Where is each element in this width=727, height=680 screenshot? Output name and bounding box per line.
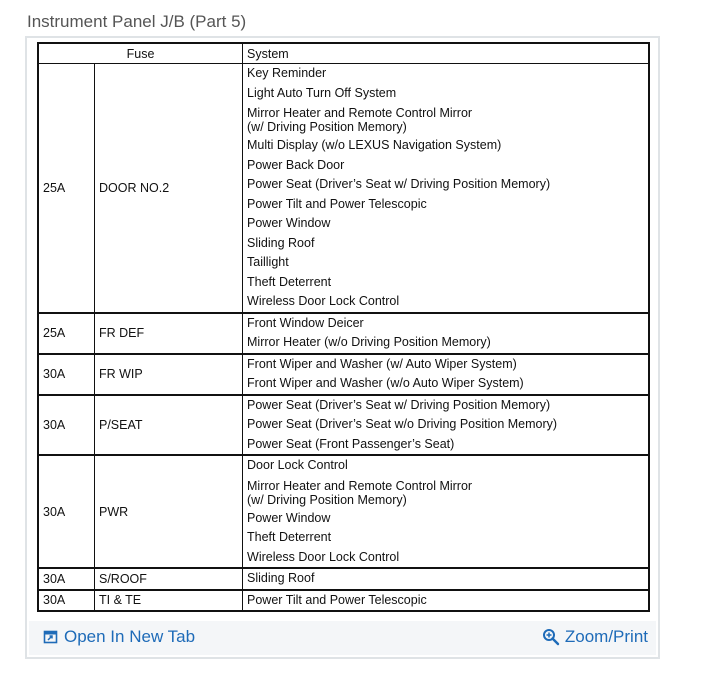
system-item: Multi Display (w/o LEXUS Navigation System) [247, 138, 502, 152]
zoom-print-label: Zoom/Print [564, 627, 648, 646]
page-title: Instrument Panel J/B (Part 5) [27, 12, 247, 31]
zoom-magnifier-icon [542, 628, 560, 646]
image-footer [29, 621, 656, 655]
open-new-tab-icon [43, 629, 59, 645]
fuse-systems [243, 590, 649, 612]
system-item: Taillight [247, 255, 289, 269]
fuse-table [38, 43, 649, 612]
system-item: Mirror Heater and Remote Control Mirror (w/ Driving Position Memory) [247, 106, 473, 134]
fuse-systems [243, 568, 649, 590]
open-in-new-tab-link[interactable] [43, 627, 195, 647]
system-item: Front Wiper and Washer (w/ Auto Wiper System) [247, 356, 517, 371]
system-item: Power Tilt and Power Telescopic [247, 196, 427, 211]
system-item: Power Back Door [247, 157, 345, 172]
system-item: Theft Deterrent [247, 530, 332, 544]
fuse-systems [243, 64, 649, 313]
system-item: Sliding Roof [247, 235, 315, 250]
fuse-systems [243, 354, 649, 395]
table-row [39, 64, 649, 313]
fuse-name: S/ROOF [95, 568, 243, 590]
fuse-amperage: 30A [39, 568, 95, 590]
system-item: Sliding Roof [247, 571, 315, 585]
fuse-amperage: 25A [39, 64, 95, 313]
system-item: Mirror Heater (w/o Driving Position Memory) [247, 335, 491, 349]
table-row [39, 395, 649, 456]
system-item: Power Seat (Driver’s Seat w/ Driving Position Memory) [247, 177, 551, 191]
table-row [39, 313, 649, 354]
system-item: Power Window [247, 216, 331, 230]
fuse-name: TI & TE [95, 590, 243, 612]
zoom-print-link[interactable] [542, 627, 648, 647]
fuse-column-header: Fuse [39, 44, 243, 64]
open-in-new-tab-label: Open In New Tab [64, 627, 196, 646]
system-item: Power Window [247, 510, 331, 525]
fuse-systems [243, 313, 649, 354]
system-item: Front Window Deicer [247, 315, 364, 330]
system-item: Theft Deterrent [247, 274, 332, 289]
table-row [39, 568, 649, 590]
fuse-name: DOOR NO.2 [95, 64, 243, 313]
fuse-amperage: 30A [39, 455, 95, 568]
system-item: Light Auto Turn Off System [247, 85, 397, 100]
system-item: Wireless Door Lock Control [247, 549, 400, 564]
table-header-row [39, 44, 649, 64]
table-row [39, 455, 649, 568]
fuse-name: FR DEF [95, 313, 243, 354]
system-item: Key Reminder [247, 66, 327, 80]
system-item: Power Seat (Driver’s Seat w/o Driving Position Memory) [247, 417, 558, 431]
system-item: Mirror Heater and Remote Control Mirror (w/ Driving Position Memory) [247, 478, 473, 507]
table-row [39, 590, 649, 612]
fuse-amperage: 30A [39, 395, 95, 456]
fuse-amperage: 30A [39, 590, 95, 612]
system-item: Door Lock Control [247, 458, 348, 472]
fuse-amperage: 25A [39, 313, 95, 354]
system-column-header: System [243, 44, 649, 64]
fuse-amperage: 30A [39, 354, 95, 395]
system-item: Power Seat (Front Passenger’s Seat) [247, 436, 455, 451]
system-item: Wireless Door Lock Control [247, 294, 400, 308]
system-item: Power Tilt and Power Telescopic [247, 592, 427, 607]
fuse-name: PWR [95, 455, 243, 568]
fuse-systems [243, 455, 649, 568]
system-item: Power Seat (Driver’s Seat w/ Driving Position Memory) [247, 397, 551, 412]
fuse-name: P/SEAT [95, 395, 243, 456]
fuse-name: FR WIP [95, 354, 243, 395]
fuse-systems [243, 395, 649, 456]
table-row [39, 354, 649, 395]
system-item: Front Wiper and Washer (w/o Auto Wiper System) [247, 376, 524, 390]
